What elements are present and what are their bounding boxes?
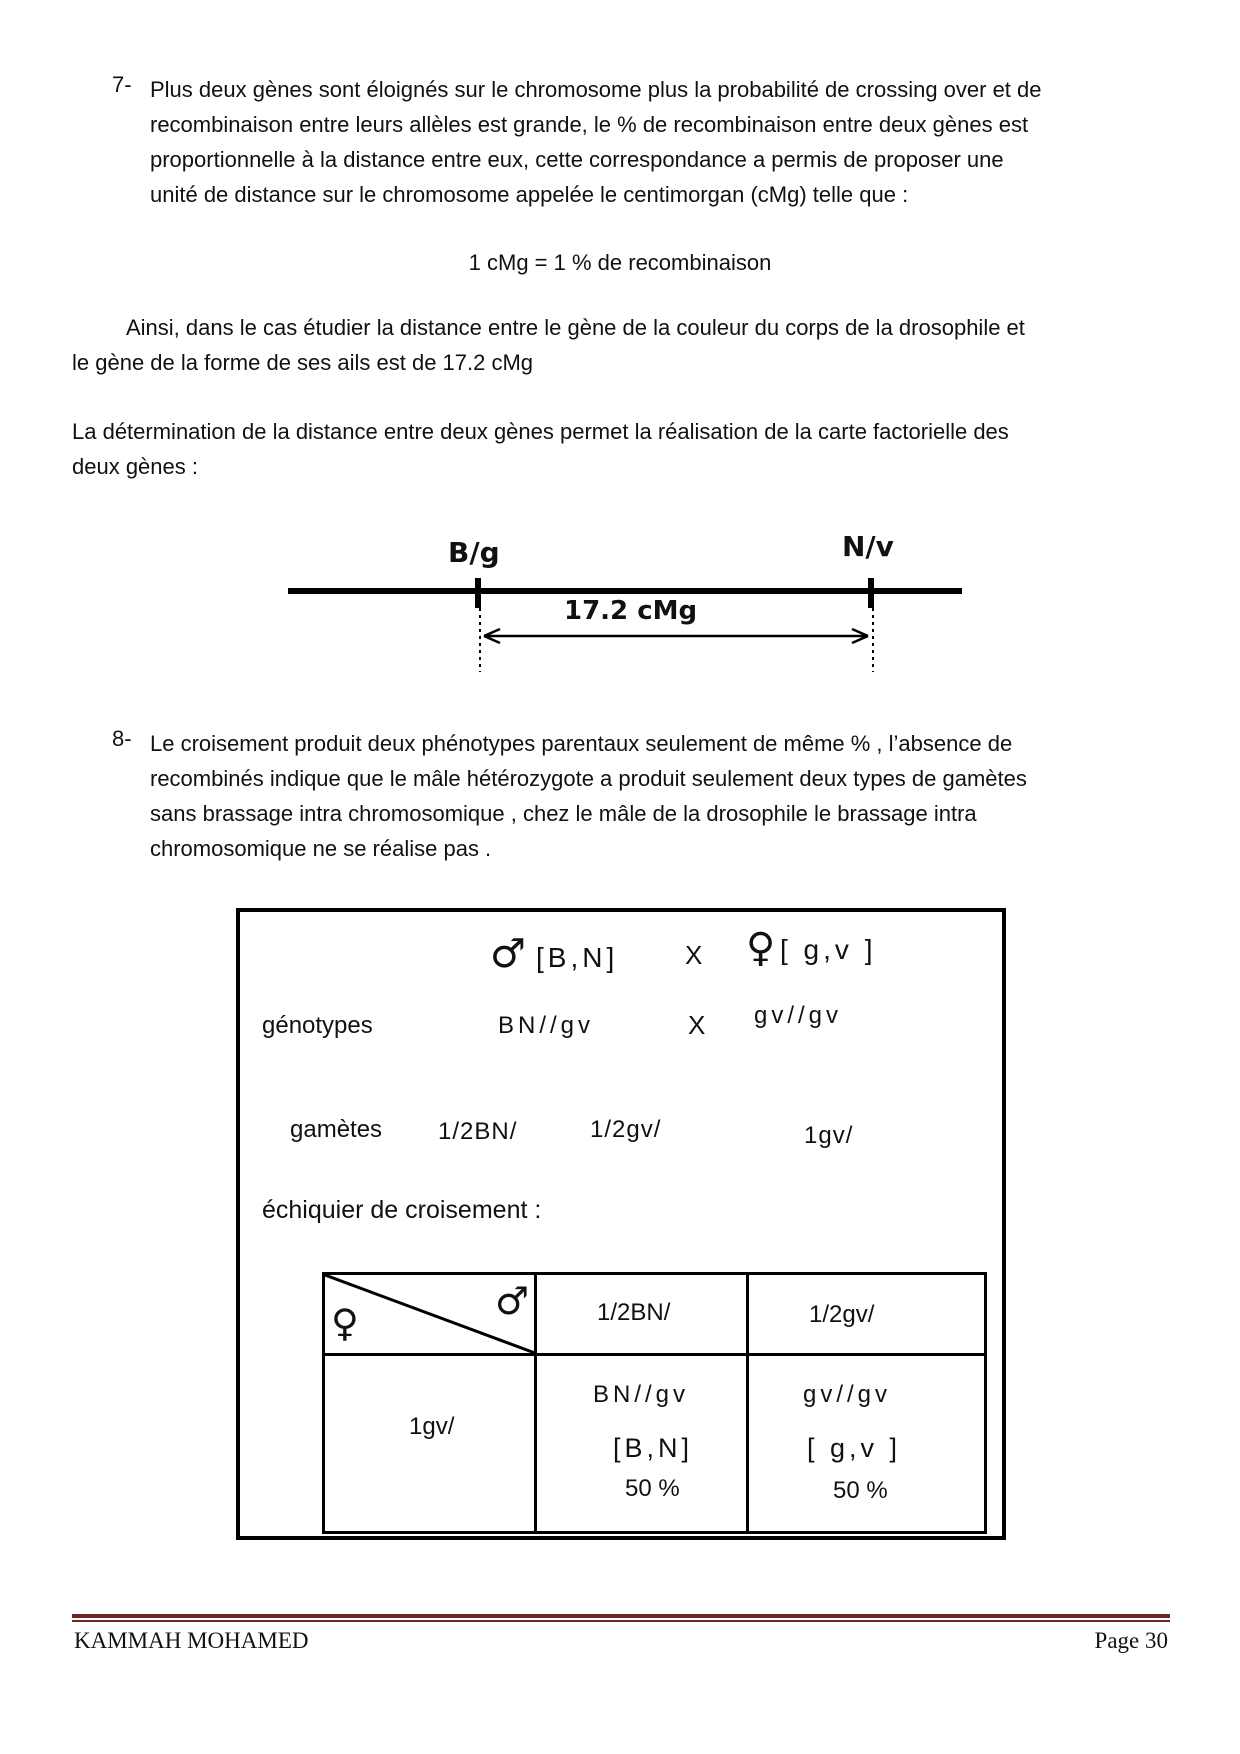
female-genotype: gv//gv bbox=[754, 1002, 843, 1029]
genotypes-label: génotypes bbox=[262, 1012, 373, 1039]
paragraph-carte-line-2: deux gènes : bbox=[72, 454, 198, 479]
grid-col-divider-2 bbox=[746, 1275, 749, 1531]
punnett-square bbox=[322, 1272, 987, 1534]
footer-rule-thin bbox=[72, 1620, 1170, 1622]
item-8-line-2: recombinés indique que le mâle hétérozygote a produit seulement deux types de gamètes bbox=[150, 766, 1027, 791]
paragraph-ainsi-line-1: Ainsi, dans le cas étudier la distance entre le gène de la couleur du corps de la drosophile et bbox=[126, 315, 1025, 340]
item-8-line-4: chromosomique ne se réalise pas . bbox=[150, 836, 492, 861]
cell-1-phenotype: [B,N] bbox=[613, 1433, 694, 1463]
male-gamete-2: 1/2gv/ bbox=[590, 1116, 662, 1143]
grid-col-header-1: 1/2BN/ bbox=[597, 1299, 671, 1326]
gene-map bbox=[280, 520, 980, 680]
cell-1-genotype: BN//gv bbox=[593, 1381, 690, 1408]
cross-sign-top: X bbox=[685, 940, 703, 970]
item-8-line-3: sans brassage intra chromosomique , chez le mâle de la drosophile le brassage intra bbox=[150, 801, 977, 826]
item-7-line-2: recombinaison entre leurs allèles est grande, le % de recombinaison entre deux gènes est bbox=[150, 112, 1029, 137]
item-8-text bbox=[150, 726, 1160, 866]
female-symbol-icon: ♀ bbox=[746, 925, 776, 971]
item-7-line-1: Plus deux gènes sont éloignés sur le chromosome plus la probabilité de crossing over et de bbox=[150, 77, 1042, 102]
grid-male-symbol-icon: ♂ bbox=[495, 1279, 530, 1323]
grid-female-symbol-icon: ♀ bbox=[331, 1301, 359, 1345]
gene-distance-label: 17.2 cMg bbox=[564, 596, 698, 626]
cross-sign-genotypes: X bbox=[688, 1010, 706, 1040]
footer-page-number: Page 30 bbox=[1094, 1628, 1168, 1653]
centimorgan-equation: 1 cMg = 1 % de recombinaison bbox=[468, 250, 772, 275]
item-8-number: 8- bbox=[112, 726, 132, 751]
cell-2-phenotype: [ g,v ] bbox=[807, 1433, 902, 1463]
paragraph-carte-line-1: La détermination de la distance entre deux gènes permet la réalisation de la carte factorielle des bbox=[72, 419, 1009, 444]
male-gamete-1: 1/2BN/ bbox=[438, 1118, 518, 1145]
cell-2-genotype: gv//gv bbox=[803, 1381, 892, 1408]
gene-left-label: B/g bbox=[448, 536, 500, 569]
male-symbol-icon: ♂ bbox=[490, 931, 526, 977]
grid-col-header-2: 1/2gv/ bbox=[809, 1301, 875, 1328]
item-8-line-1: Le croisement produit deux phénotypes parentaux seulement de même % , l’absence de bbox=[150, 731, 1013, 756]
male-genotype: BN//gv bbox=[498, 1012, 595, 1039]
item-7-line-4: unité de distance sur le chromosome appelée le centimorgan (cMg) telle que : bbox=[150, 182, 909, 207]
item-7-text bbox=[150, 72, 1160, 212]
paragraph-carte bbox=[72, 414, 1172, 484]
item-7-line-3: proportionnelle à la distance entre eux, cette correspondance a permis de proposer une bbox=[150, 147, 1004, 172]
female-gamete: 1gv/ bbox=[804, 1122, 854, 1149]
cell-2-percent: 50 % bbox=[833, 1477, 888, 1504]
paragraph-ainsi-line-2: le gène de la forme de ses ails est de 17.2 cMg bbox=[72, 350, 534, 375]
item-7-number: 7- bbox=[112, 72, 132, 97]
gametes-label: gamètes bbox=[290, 1116, 383, 1143]
footer-author: KAMMAH MOHAMED bbox=[74, 1628, 309, 1653]
cell-1-percent: 50 % bbox=[625, 1475, 680, 1502]
female-phenotype: [ g,v ] bbox=[780, 934, 877, 965]
paragraph-ainsi bbox=[72, 310, 1172, 380]
grid-row-header: 1gv/ bbox=[409, 1413, 455, 1440]
echiquier-label: échiquier de croisement : bbox=[262, 1196, 542, 1224]
gene-right-label: N/v bbox=[842, 530, 894, 563]
male-phenotype: [B,N] bbox=[536, 942, 619, 973]
cross-box bbox=[236, 908, 1006, 1540]
footer-rule-thick bbox=[72, 1614, 1170, 1618]
